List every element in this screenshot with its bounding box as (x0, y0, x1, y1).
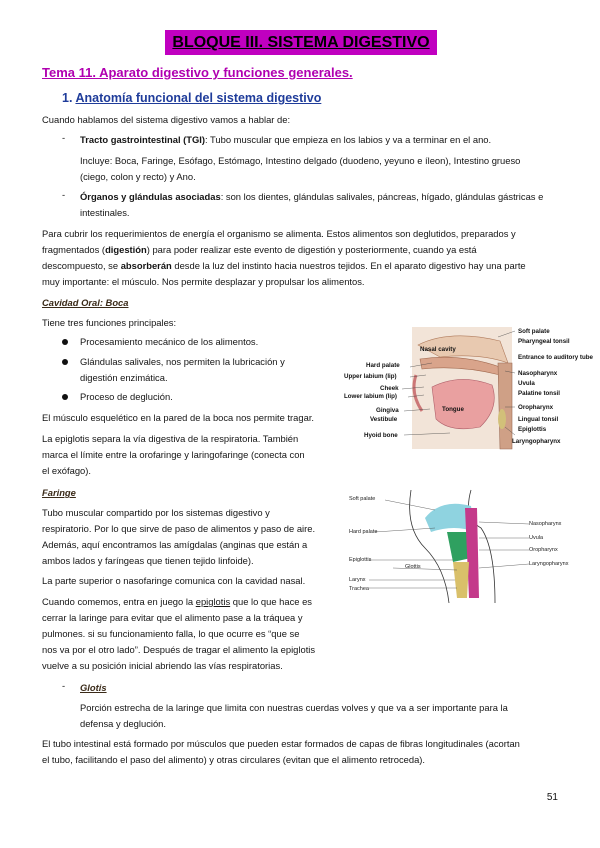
list-item-tgi (80, 132, 491, 149)
label-hyoid: Hyoid bone (364, 432, 398, 439)
label-epiglottis: Epiglottis (349, 557, 372, 563)
cavidad-intro: Tiene tres funciones principales: (42, 317, 177, 328)
section-heading (62, 89, 321, 107)
glotis-text-l1: Porción estrecha de la laringe que limita con nuestras cuerdas volves y que va a ser importante para la (80, 702, 508, 713)
label-soft-palate: Soft palate (349, 496, 376, 502)
faringe-p3-l5: vuelve a su posición inicial abriendo las vías respiratorias. (42, 660, 283, 671)
label-gingiva: Gingiva (376, 407, 399, 414)
label-glottis: Glottis (405, 564, 421, 570)
label-hard-palate: Hard palate (349, 529, 378, 535)
cavidad-bullet-3: Proceso de deglución. (80, 391, 173, 402)
faringe-p3-l1 (42, 594, 312, 611)
label-lower-labium: Lower labium (lip) (344, 393, 397, 400)
list-item-organos (80, 189, 543, 206)
label-larynx: Larynx (349, 577, 366, 583)
para1-text: ) para poder realizar este evento de digestión y posteriormente, cuando ya está (146, 244, 477, 255)
label-oropharynx: Oropharynx (529, 547, 558, 553)
label-laryngopharynx: Laryngopharynx (512, 438, 561, 445)
label-palatine-tonsil: Palatine tonsil (518, 390, 560, 397)
list-item-text: : son los dientes, glándulas salivales, páncreas, hígado, glándulas gástricas e (220, 191, 544, 202)
list-item-organos-cont: intestinales. (80, 207, 130, 218)
label-entrance-auditory: Entrance to auditory tube (518, 354, 593, 361)
glotis-heading: Glotis (80, 682, 107, 693)
faringe-text: Cuando comemos, entra en juego la (42, 596, 196, 607)
label-vestibule: Vestibule (370, 416, 398, 423)
list-dash: - (62, 680, 66, 691)
faringe-text: que lo que hace es (230, 596, 312, 607)
para1-line4: muy importante: el músculo. Nos permite desplazar y propulsar los alimentos. (42, 276, 365, 287)
para1-line1: Para cubrir los requerimientos de energía el organismo se alimenta. Estos alimentos son deglutidos, preparados y (42, 228, 516, 239)
page-number: 51 (546, 792, 558, 803)
list-item-bold: Órganos y glándulas asociadas (80, 191, 221, 202)
label-nasal-cavity: Nasal cavity (420, 346, 456, 353)
label-cheek: Cheek (380, 385, 399, 392)
intro-text: Cuando hablamos del sistema digestivo vamos a hablar de: (42, 114, 291, 125)
glotis-text-l2: defensa y deglución. (80, 718, 167, 729)
bullet-dot (62, 339, 68, 345)
cavidad-p2-l3: el exófago). (42, 465, 91, 476)
para1-text: descompuesto, se (42, 260, 121, 271)
para1-bold: digestión (105, 244, 147, 255)
para1-line3 (42, 258, 526, 275)
faringe-heading: Faringe (42, 487, 76, 498)
label-upper-labium: Upper labium (lip) (344, 373, 397, 380)
list-dash: - (62, 132, 66, 143)
label-oropharynx: Oropharynx (518, 404, 554, 411)
list-dash: - (62, 189, 66, 200)
final-l2: el tubo, facilitando el paso del alimento) y otras circulares (evitan que el alimento retroceda). (42, 754, 426, 765)
label-soft-palate: Soft palate (518, 328, 550, 335)
section-number: 1. (62, 91, 73, 105)
para1-text: desde la luz del instinto hacia nuestros tejidos. En el aparato digestivo hay una parte (171, 260, 526, 271)
cavidad-p2-l2: marca el límite entre la orofaringe y laringofaringe (conecta con (42, 449, 305, 460)
label-nasopharynx: Nasopharynx (518, 370, 558, 377)
label-trachea: Trachea (349, 586, 369, 592)
cavidad-bullet-1: Procesamiento mecánico de los alimentos. (80, 336, 259, 347)
cavidad-p1: El músculo esquelético en la pared de la boca nos permite tragar. (42, 412, 315, 423)
incluye-line-1: Incluye: Boca, Faringe, Esófago, Estómago, Intestino delgado (duodeno, yeyuno e íleon), Intestino grueso (80, 155, 521, 166)
faringe-p1-l3: Además, aquí encontramos las amígdalas (anginas que están a (42, 539, 308, 550)
label-nasopharynx: Nasopharynx (529, 521, 562, 527)
bullet-dot (62, 394, 68, 400)
oral-cavity-figure (340, 323, 593, 453)
faringe-p2: La parte superior o nasofaringe comunica con la cavidad nasal. (42, 575, 306, 586)
cavidad-bullet-2-cont: digestión enzimática. (80, 372, 168, 383)
para1-text: fragmentados ( (42, 244, 106, 255)
faringe-p1-l4: ambos lados y faríngeas que tienen tejido linfoide). (42, 555, 254, 566)
list-item-bold: Tracto gastrointestinal (TGI) (80, 134, 206, 145)
faringe-p1-l2: respiratorio. Por lo que sirve de paso de alimentos y paso de aire. (42, 523, 316, 534)
section-title: Anatomía funcional del sistema digestivo (75, 91, 322, 105)
label-laryngopharynx: Laryngopharynx (529, 561, 569, 567)
label-pharyngeal-tonsil: Pharyngeal tonsil (518, 338, 570, 345)
block-title: BLOQUE III. SISTEMA DIGESTIVO (165, 30, 437, 55)
faringe-p1-l1: Tubo muscular compartido por los sistemas digestivo y (42, 507, 270, 518)
incluye-line-2: (ciego, colon y recto) y Ano. (80, 171, 196, 182)
cavidad-heading: Cavidad Oral: Boca (42, 297, 129, 308)
list-item-text: : Tubo muscular que empieza en los labios y va a terminar en el ano. (205, 134, 492, 145)
bullet-dot (62, 359, 68, 365)
epiglotis-term: epiglotis (195, 596, 231, 607)
faringe-p3-l4: nos va por el otro lado”. Después de tragar el alimento la epiglotis (42, 644, 316, 655)
tema-heading: Tema 11. Aparato digestivo y funciones generales. (42, 65, 353, 80)
para1-bold: absorberán (120, 260, 172, 271)
faringe-p3-l2: cerrar la laringe para evitar que el alimento pase a la tráquea y (42, 612, 303, 623)
label-uvula: Uvula (529, 535, 544, 541)
pharynx-shape (498, 363, 512, 449)
cavidad-p2-l1: La epiglotis separa la vía digestiva de la respiratoria. También (42, 433, 299, 444)
para1-line2 (42, 242, 477, 259)
tongue-shape (432, 379, 494, 428)
label-lingual-tonsil: Lingual tonsil (518, 416, 559, 423)
epiglottis-shape (498, 409, 506, 429)
label-uvula: Uvula (518, 380, 535, 387)
faringe-p3-l3: pulmones. si su funcionamiento falla, lo que ocurre es “que se (42, 628, 300, 639)
cavidad-bullet-2: Glándulas salivales, nos permiten la lubricación y (80, 356, 285, 367)
pharynx-figure (345, 488, 570, 603)
final-l1: El tubo intestinal está formado por músculos que pueden estar formados de capas de fibras longitudinales (acortan (42, 738, 520, 749)
label-hard-palate: Hard palate (366, 362, 400, 369)
label-epiglottis: Epiglottis (518, 426, 547, 433)
label-tongue: Tongue (442, 406, 464, 413)
